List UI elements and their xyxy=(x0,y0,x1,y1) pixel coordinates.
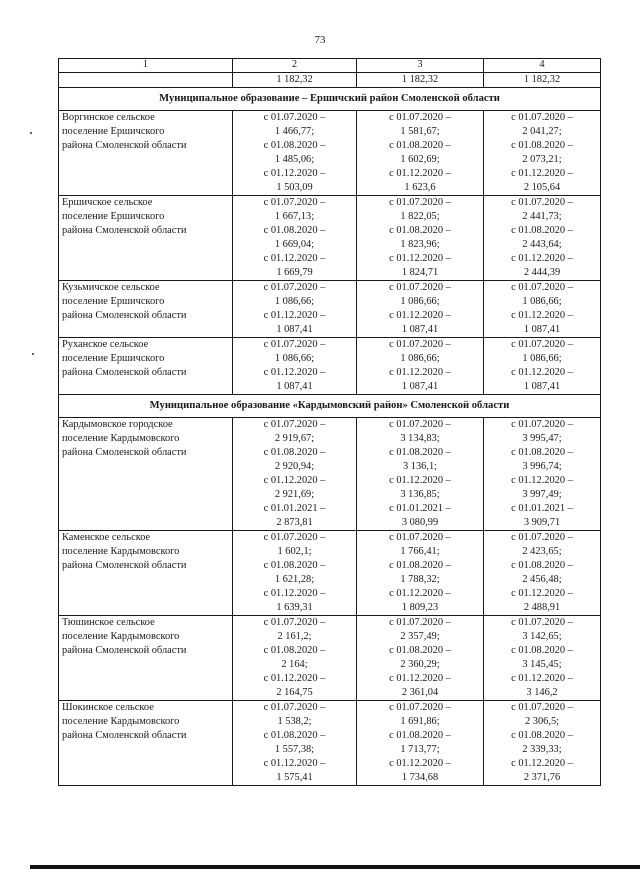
tariff-line: 1 086,66; xyxy=(522,296,562,307)
section-row xyxy=(59,395,601,418)
tariff-line: с 01.08.2020 – xyxy=(511,645,573,656)
tariff-line: с 01.08.2020 – xyxy=(511,447,573,458)
tariff-line: с 01.08.2020 – xyxy=(263,225,326,236)
tariff-cell xyxy=(233,701,357,786)
tariff-line: 1 086,66; xyxy=(274,353,315,364)
section-row xyxy=(59,88,601,111)
tariff-line: с 01.07.2020 – xyxy=(263,282,326,293)
tariff-line: 1 602,1; xyxy=(277,546,312,557)
tariff-cell xyxy=(357,281,484,338)
municipality-name-line: района Смоленской области xyxy=(62,225,187,236)
tariff-line: 3 146,2 xyxy=(526,687,558,698)
municipality-name-line: поселение Ершичского xyxy=(62,211,165,222)
tariff-line: с 01.12.2020 – xyxy=(389,758,451,769)
tariff-line: 2 919,67; xyxy=(274,433,315,444)
municipality-name-line: поселение Ершичского xyxy=(62,296,165,307)
municipality-name-line: поселение Кардымовского xyxy=(62,433,180,444)
tariff-line: с 01.07.2020 – xyxy=(389,532,451,543)
tariff-line: с 01.07.2020 – xyxy=(389,282,451,293)
municipality-name-line: района Смоленской области xyxy=(62,560,187,571)
municipality-name-cell xyxy=(59,616,233,701)
tariff-cell xyxy=(484,338,601,395)
tariff-line: с 01.08.2020 – xyxy=(263,730,326,741)
tariff-line: 2 873,81 xyxy=(276,517,313,528)
tariff-line: 2 105,64 xyxy=(523,182,561,193)
municipality-name-line: поселение Кардымовского xyxy=(62,716,180,727)
tariff-cell xyxy=(484,111,601,196)
tariff-line: с 01.07.2020 – xyxy=(511,617,573,628)
tariff-line: 2 161,2; xyxy=(277,631,312,642)
tariff-line: 1 086,66; xyxy=(274,296,315,307)
tariff-line: 3 145,45; xyxy=(522,659,562,670)
municipality-name-cell xyxy=(59,196,233,281)
tariff-line: 1 788,32; xyxy=(400,574,440,585)
tariff-line: с 01.07.2020 – xyxy=(263,339,326,350)
tariff-cell xyxy=(357,111,484,196)
table-row xyxy=(59,338,601,395)
tariff-line: 3 909,71 xyxy=(523,517,561,528)
tariff-line: с 01.08.2020 – xyxy=(511,140,573,151)
tariff-line: 1 824,71 xyxy=(401,267,439,278)
tariff-cell xyxy=(484,196,601,281)
tariff-cell xyxy=(484,701,601,786)
tariff-line: с 01.12.2020 – xyxy=(389,673,451,684)
tariff-line: 3 996,74; xyxy=(522,461,562,472)
municipality-name-line: поселение Ершичского xyxy=(62,126,165,137)
table-body xyxy=(59,73,601,786)
municipality-name-cell xyxy=(59,701,233,786)
tariff-cell xyxy=(233,111,357,196)
municipality-name-line: района Смоленской области xyxy=(62,730,187,741)
municipality-name-line: Кардымовское городское xyxy=(62,419,173,430)
tariff-line: с 01.01.2021 – xyxy=(389,503,451,514)
tariff-line: 1 691,86; xyxy=(400,716,440,727)
tariff-cell xyxy=(233,616,357,701)
tariff-line: с 01.08.2020 – xyxy=(389,140,451,151)
tariff-line: с 01.12.2020 – xyxy=(263,253,326,264)
municipality-name-line: Кузьмичское сельское xyxy=(62,282,160,293)
section-title: Муниципальное образование – Ершичский район Смоленской области xyxy=(59,88,601,111)
table-row xyxy=(59,531,601,616)
tariff-line: с 01.07.2020 – xyxy=(511,419,573,430)
tariff-line: 1 087,41 xyxy=(401,381,439,392)
tariff-line: с 01.07.2020 – xyxy=(389,617,451,628)
tariff-line: 1 713,77; xyxy=(400,744,440,755)
tariff-line: 1 734,68 xyxy=(401,772,439,783)
tariff-line: с 01.08.2020 – xyxy=(263,645,326,656)
municipality-name-line: поселение Кардымовского xyxy=(62,631,180,642)
table-cell: 1 182,32 xyxy=(484,73,601,88)
tariff-cell xyxy=(484,616,601,701)
municipality-name-line: района Смоленской области xyxy=(62,140,187,151)
continuation-row xyxy=(59,73,601,88)
tariff-line: 1 557,38; xyxy=(274,744,315,755)
tariff-line: 2 441,73; xyxy=(522,211,562,222)
tariff-cell xyxy=(357,338,484,395)
tariff-cell xyxy=(484,281,601,338)
tariff-line: 1 086,66; xyxy=(522,353,562,364)
tariff-line: с 01.12.2020 – xyxy=(511,310,573,321)
tariff-line: с 01.07.2020 – xyxy=(511,532,573,543)
tariff-line: 1 602,69; xyxy=(400,154,440,165)
tariff-line: 2 164,75 xyxy=(276,687,313,698)
tariff-line: 1 766,41; xyxy=(400,546,440,557)
column-number: 3 xyxy=(357,59,484,73)
tariff-line: с 01.01.2021 – xyxy=(263,503,326,514)
tariff-line: 3 142,65; xyxy=(522,631,562,642)
tariff-cell xyxy=(357,418,484,531)
tariff-cell xyxy=(233,531,357,616)
tariff-line: 1 087,41 xyxy=(276,324,313,335)
table-row xyxy=(59,701,601,786)
table-cell: 1 182,32 xyxy=(233,73,357,88)
tariff-line: с 01.12.2020 – xyxy=(511,367,573,378)
tariff-line: с 01.12.2020 – xyxy=(389,168,451,179)
tariff-line: с 01.12.2020 – xyxy=(263,475,326,486)
tariff-line: 3 136,85; xyxy=(400,489,440,500)
tariff-line: 1 466,77; xyxy=(274,126,315,137)
tariff-line: 1 087,41 xyxy=(276,381,313,392)
tariff-line: с 01.07.2020 – xyxy=(511,702,573,713)
tariff-line: с 01.12.2020 – xyxy=(263,588,326,599)
scan-speck xyxy=(30,132,32,134)
tariff-line: с 01.07.2020 – xyxy=(389,419,451,430)
tariff-line: с 01.12.2020 – xyxy=(511,673,573,684)
tariff-line: 2 357,49; xyxy=(400,631,440,642)
tariff-line: 2 444,39 xyxy=(523,267,561,278)
municipality-name-line: района Смоленской области xyxy=(62,367,187,378)
tariff-line: 1 669,79 xyxy=(276,267,313,278)
tariff-cell xyxy=(357,531,484,616)
tariff-line: с 01.12.2020 – xyxy=(511,168,573,179)
tariff-line: 1 087,41 xyxy=(401,324,439,335)
tariff-line: 1 623,6 xyxy=(404,182,436,193)
tariff-line: с 01.07.2020 – xyxy=(263,617,326,628)
tariff-line: 2 041,27; xyxy=(522,126,562,137)
tariff-line: с 01.12.2020 – xyxy=(511,588,573,599)
tariff-line: 2 164; xyxy=(281,659,308,670)
tariff-line: с 01.08.2020 – xyxy=(389,447,451,458)
tariff-line: 1 809,23 xyxy=(401,602,439,613)
municipality-name-line: Воргинское сельское xyxy=(62,112,155,123)
tariff-cell xyxy=(357,616,484,701)
tariff-line: 1 575,41 xyxy=(276,772,313,783)
municipality-name-cell xyxy=(59,418,233,531)
footer-rule xyxy=(30,865,640,869)
tariff-line: 2 921,69; xyxy=(274,489,315,500)
table-cell: 1 182,32 xyxy=(357,73,484,88)
municipality-name-line: Каменское сельское xyxy=(62,532,151,543)
tariff-line: с 01.07.2020 – xyxy=(511,112,573,123)
table-row xyxy=(59,418,601,531)
table-row xyxy=(59,616,601,701)
tariff-line: с 01.12.2020 – xyxy=(389,310,451,321)
column-number: 4 xyxy=(484,59,601,73)
tariff-line: с 01.08.2020 – xyxy=(511,560,573,571)
tariff-line: с 01.08.2020 – xyxy=(511,730,573,741)
tariff-line: 1 086,66; xyxy=(400,296,440,307)
tariff-line: с 01.08.2020 – xyxy=(389,225,451,236)
tariff-line: 3 136,1; xyxy=(402,461,438,472)
municipality-name-line: поселение Кардымовского xyxy=(62,546,180,557)
tariff-line: с 01.12.2020 – xyxy=(263,673,326,684)
tariff-line: с 01.08.2020 – xyxy=(389,560,451,571)
tariff-line: 1 822,05; xyxy=(400,211,440,222)
tariff-cell xyxy=(484,418,601,531)
tariff-line: 1 639,31 xyxy=(276,602,313,613)
tariff-line: с 01.07.2020 – xyxy=(511,197,573,208)
column-number: 2 xyxy=(233,59,357,73)
tariff-line: с 01.12.2020 – xyxy=(389,367,451,378)
table-row xyxy=(59,281,601,338)
tariff-cell xyxy=(357,701,484,786)
tariff-line: 1 621,28; xyxy=(274,574,315,585)
municipality-name-line: Тюшинское сельское xyxy=(62,617,155,628)
tariff-line: с 01.12.2020 – xyxy=(389,253,451,264)
tariff-line: 2 443,64; xyxy=(522,239,562,250)
tariff-line: 1 669,04; xyxy=(274,239,315,250)
tariff-line: 1 823,96; xyxy=(400,239,440,250)
column-number-row xyxy=(59,59,601,73)
tariff-cell xyxy=(233,196,357,281)
tariff-cell xyxy=(233,338,357,395)
municipality-name-line: Руханское сельское xyxy=(62,339,149,350)
tariff-line: с 01.01.2021 – xyxy=(511,503,573,514)
tariff-line: с 01.07.2020 – xyxy=(389,702,451,713)
tariff-line: 2 920,94; xyxy=(274,461,315,472)
tariff-cell xyxy=(233,418,357,531)
tariff-line: 2 371,76 xyxy=(523,772,561,783)
tariff-line: 1 538,2; xyxy=(277,716,312,727)
tariff-line: с 01.08.2020 – xyxy=(263,560,326,571)
tariff-table xyxy=(58,58,601,786)
municipality-name-line: района Смоленской области xyxy=(62,447,187,458)
tariff-line: 2 488,91 xyxy=(523,602,561,613)
tariff-line: с 01.12.2020 – xyxy=(389,475,451,486)
table-cell xyxy=(59,73,233,88)
municipality-name-cell xyxy=(59,338,233,395)
municipality-name-line: Шокинское сельское xyxy=(62,702,154,713)
municipality-name-cell xyxy=(59,281,233,338)
tariff-line: с 01.08.2020 – xyxy=(389,730,451,741)
municipality-name-cell xyxy=(59,111,233,196)
municipality-name-line: района Смоленской области xyxy=(62,310,187,321)
tariff-line: с 01.07.2020 – xyxy=(389,197,451,208)
tariff-line: 2 306,5; xyxy=(524,716,560,727)
tariff-line: с 01.07.2020 – xyxy=(263,197,326,208)
municipality-name-cell xyxy=(59,531,233,616)
tariff-line: с 01.08.2020 – xyxy=(263,447,326,458)
municipality-name-line: Ершичское сельское xyxy=(62,197,153,208)
tariff-line: с 01.07.2020 – xyxy=(263,419,326,430)
tariff-line: с 01.07.2020 – xyxy=(263,702,326,713)
tariff-line: 1 485,06; xyxy=(274,154,315,165)
table-row xyxy=(59,196,601,281)
tariff-line: 2 456,48; xyxy=(522,574,562,585)
tariff-cell xyxy=(357,196,484,281)
tariff-line: с 01.12.2020 – xyxy=(389,588,451,599)
tariff-line: с 01.07.2020 – xyxy=(263,112,326,123)
tariff-line: с 01.12.2020 – xyxy=(511,758,573,769)
tariff-line: 2 361,04 xyxy=(401,687,439,698)
tariff-line: с 01.08.2020 – xyxy=(263,140,326,151)
tariff-line: 2 073,21; xyxy=(522,154,562,165)
tariff-cell xyxy=(233,281,357,338)
tariff-line: 1 581,67; xyxy=(400,126,440,137)
tariff-line: с 01.07.2020 – xyxy=(389,112,451,123)
tariff-line: с 01.12.2020 – xyxy=(511,475,573,486)
tariff-cell xyxy=(484,531,601,616)
municipality-name-line: поселение Ершичского xyxy=(62,353,165,364)
section-title: Муниципальное образование «Кардымовский район» Смоленской области xyxy=(59,395,601,418)
tariff-line: с 01.12.2020 – xyxy=(263,758,326,769)
tariff-line: с 01.12.2020 – xyxy=(263,367,326,378)
tariff-line: 3 997,49; xyxy=(522,489,562,500)
table-row xyxy=(59,111,601,196)
tariff-line: с 01.12.2020 – xyxy=(263,168,326,179)
tariff-line: с 01.07.2020 – xyxy=(389,339,451,350)
scan-speck xyxy=(32,353,34,355)
tariff-line: 2 423,65; xyxy=(522,546,562,557)
tariff-line: 2 339,33; xyxy=(522,744,562,755)
tariff-line: с 01.07.2020 – xyxy=(511,339,573,350)
tariff-line: с 01.12.2020 – xyxy=(511,253,573,264)
municipality-name-line: района Смоленской области xyxy=(62,645,187,656)
tariff-line: 3 995,47; xyxy=(522,433,562,444)
page-number: 73 xyxy=(314,34,326,46)
tariff-line: с 01.07.2020 – xyxy=(511,282,573,293)
tariff-line: 2 360,29; xyxy=(400,659,440,670)
tariff-line: 1 086,66; xyxy=(400,353,440,364)
column-number: 1 xyxy=(59,59,233,73)
tariff-line: 1 087,41 xyxy=(523,324,561,335)
tariff-line: с 01.08.2020 – xyxy=(511,225,573,236)
tariff-line: 1 667,13; xyxy=(274,211,315,222)
tariff-line: с 01.12.2020 – xyxy=(263,310,326,321)
tariff-line: с 01.08.2020 – xyxy=(389,645,451,656)
tariff-line: 1 087,41 xyxy=(523,381,561,392)
tariff-line: 3 080,99 xyxy=(401,517,439,528)
tariff-line: с 01.07.2020 – xyxy=(263,532,326,543)
tariff-line: 3 134,83; xyxy=(400,433,440,444)
tariff-line: 1 503,09 xyxy=(276,182,313,193)
